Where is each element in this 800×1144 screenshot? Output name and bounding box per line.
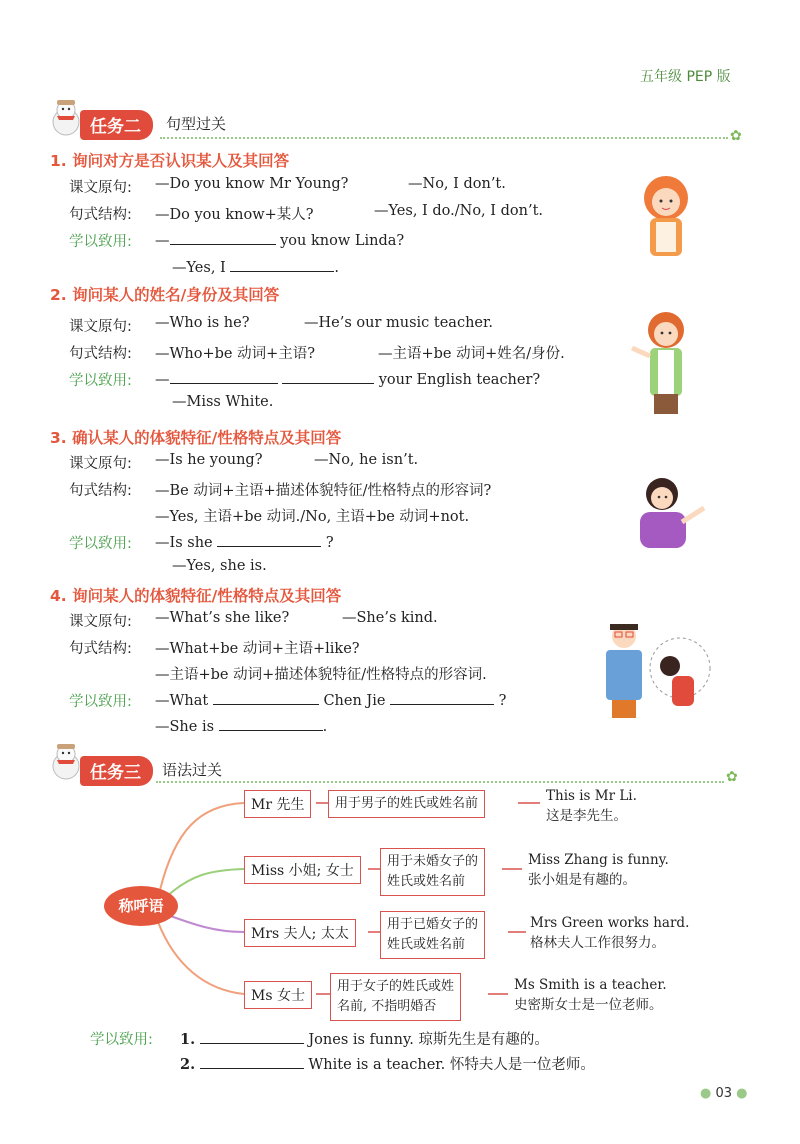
flower-icon: ✿ — [730, 128, 742, 144]
exercise-2-number: 2. — [180, 1056, 196, 1073]
section-2-text-a: —He’s our music teacher. — [304, 315, 493, 331]
branch-ms-desc-line2: 名前, 不指明婚否 — [337, 999, 437, 1014]
page-number-wrap — [700, 1086, 748, 1101]
branch-mr-term: Mr 先生 — [244, 790, 311, 818]
branch-mrs-term: Mrs 夫人; 太太 — [244, 919, 356, 947]
section-4-apply-label: 学以致用: — [69, 694, 132, 710]
section-4-apply-mid: Chen Jie — [323, 693, 386, 709]
answer-blank[interactable] — [200, 1029, 304, 1044]
section-3-apply-prefix: —Is she — [155, 535, 213, 551]
branch-ms-example-zh: 史密斯女士是一位老师。 — [514, 997, 663, 1013]
section-4-apply-prefix: —What — [155, 693, 209, 709]
section-4-text-label: 课文原句: — [69, 614, 132, 630]
section-2-apply-rest: your English teacher? — [378, 372, 541, 388]
section-2-text-label: 课文原句: — [69, 319, 132, 335]
section-4-apply-answer-prefix: —She is — [155, 719, 215, 735]
section-2-text-q: —Who is he? — [155, 315, 250, 331]
branch-mr-example-en: This is Mr Li. — [546, 788, 637, 804]
section-4-struct-label: 句式结构: — [69, 641, 132, 657]
section-3-apply-answer: —Yes, she is. — [172, 558, 267, 574]
section-1-apply-rest: you know Linda? — [280, 233, 405, 249]
section-3-text-q: —Is he young? — [155, 452, 263, 468]
period: . — [334, 260, 339, 276]
task3-badge: 任务三 — [80, 756, 153, 786]
section-1-apply-prefix: — — [155, 233, 170, 249]
section-2-struct-a: —主语+be 动词+姓名/身份. — [378, 346, 565, 362]
edition-label: 五年级 PEP 版 — [640, 69, 731, 85]
branch-ms-term: Ms 女士 — [244, 981, 312, 1009]
section-2-heading: 2. 询问某人的姓名/身份及其回答 — [50, 286, 280, 304]
exercise-1-number: 1. — [180, 1031, 196, 1048]
section-3-apply-label: 学以致用: — [69, 536, 132, 552]
branch-ms-example-en: Ms Smith is a teacher. — [514, 977, 667, 993]
branch-miss-desc-line2: 姓氏或姓名前 — [387, 874, 466, 889]
section-2-struct-label: 句式结构: — [69, 346, 132, 362]
section-3-heading: 3. 确认某人的体貌特征/性格特点及其回答 — [50, 429, 342, 447]
section-3-struct-label: 句式结构: — [69, 483, 132, 499]
section-1-struct-label: 句式结构: — [69, 207, 132, 223]
branch-miss-desc-line1: 用于未婚女子的 — [387, 854, 479, 869]
dot-icon: ● — [700, 1086, 712, 1101]
section-3-struct-line2: —Yes, 主语+be 动词./No, 主语+be 动词+not. — [155, 509, 470, 525]
section-4-text-a: —She’s kind. — [342, 610, 438, 626]
task3-apply-label: 学以致用: — [90, 1032, 153, 1048]
section-1-apply-answer-prefix: —Yes, I — [172, 260, 226, 276]
branch-mr-example-zh: 这是李先生。 — [546, 808, 627, 824]
section-2-struct-q: —Who+be 动词+主语? — [155, 346, 316, 362]
task2-badge: 任务二 — [80, 110, 153, 140]
period: . — [322, 719, 328, 735]
section-1-text-q: —Do you know Mr Young? — [155, 176, 349, 192]
question-mark: ? — [498, 693, 507, 709]
section-4-struct-line1: —What+be 动词+主语+like? — [155, 641, 360, 657]
section-3-text-label: 课文原句: — [69, 456, 132, 472]
mindmap-center-node: 称呼语 — [104, 886, 178, 926]
branch-mr-desc: 用于男子的姓氏或姓名前 — [328, 790, 485, 818]
section-1-text-a: —No, I don’t. — [408, 176, 506, 192]
task3-title: 语法过关 — [162, 761, 223, 779]
section-1-struct-a: —Yes, I do./No, I don’t. — [374, 203, 544, 219]
page-number: 03 — [715, 1086, 733, 1101]
section-4-heading: 4. 询问某人的体貌特征/性格特点及其回答 — [50, 587, 342, 605]
branch-miss-term: Miss 小姐; 女士 — [244, 856, 361, 884]
section-2-apply-label: 学以致用: — [69, 373, 132, 389]
section-1-struct-q: —Do you know+某人? — [155, 207, 314, 223]
branch-ms-desc-line1: 用于女子的姓氏或姓 — [337, 979, 455, 994]
section-1-apply-label: 学以致用: — [69, 234, 132, 250]
exercise-2-text: White is a teacher. 怀特夫人是一位老师。 — [308, 1057, 595, 1073]
branch-miss-example-zh: 张小姐是有趣的。 — [528, 872, 636, 888]
task2-title: 句型过关 — [166, 115, 227, 133]
branch-mrs-desc-line2: 姓氏或姓名前 — [387, 937, 466, 952]
section-1-text-label: 课文原句: — [69, 180, 132, 196]
section-1-heading: 1. 询问对方是否认识某人及其回答 — [50, 152, 290, 170]
question-mark: ? — [325, 535, 334, 551]
exercise-1-text: Jones is funny. 琼斯先生是有趣的。 — [308, 1032, 549, 1048]
section-2-apply-answer: —Miss White. — [172, 394, 274, 410]
section-2-apply-prefix: — — [155, 372, 170, 388]
section-3-struct-line1: —Be 动词+主语+描述体貌特征/性格特点的形容词? — [155, 483, 492, 499]
section-4-struct-line2: —主语+be 动词+描述体貌特征/性格特点的形容词. — [155, 667, 487, 683]
branch-miss-example-en: Miss Zhang is funny. — [528, 852, 669, 868]
dot-icon: ● — [736, 1086, 748, 1101]
section-4-text-q: —What’s she like? — [155, 610, 290, 626]
flower-icon: ✿ — [726, 769, 738, 785]
section-3-text-a: —No, he isn’t. — [314, 452, 419, 468]
branch-mrs-desc-line1: 用于已婚女子的 — [387, 917, 479, 932]
answer-blank[interactable] — [200, 1054, 304, 1069]
branch-mrs-example-en: Mrs Green works hard. — [530, 915, 690, 931]
branch-mrs-example-zh: 格林夫人工作很努力。 — [530, 935, 665, 951]
